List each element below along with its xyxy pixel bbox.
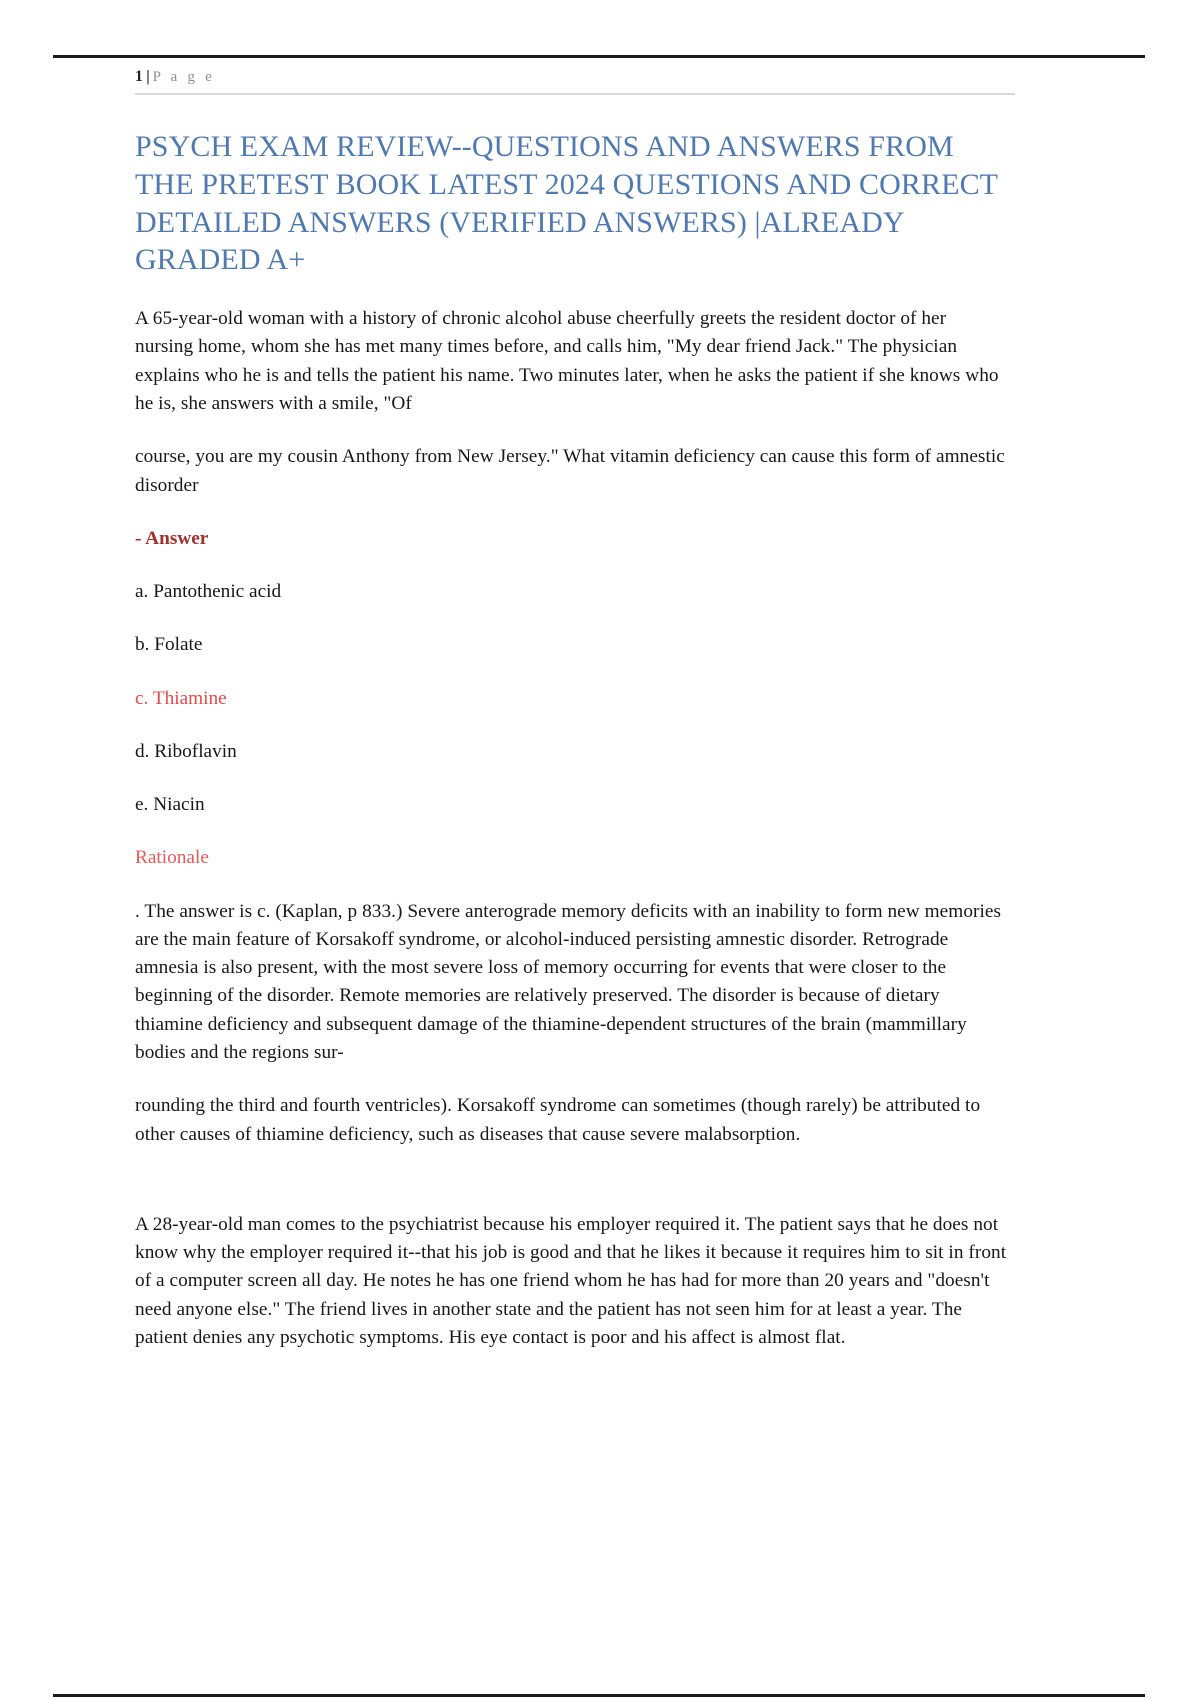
page-number: 1: [135, 68, 144, 85]
rationale-part-1: . The answer is c. (Kaplan, p 833.) Severe anterograde memory deficits with an inability to form new memories are the main feature of Korsakoff syndrome, or alcohol-induced persisting amnestic disorder. Retrograde amnesia is also present, with the most severe loss of memory occurring for events that were closer to the beginning of the disorder. Remote memories are relatively preserved. The disorder is because of dietary thiamine deficiency and subsequent damage of the thiamine-dependent structures of the brain (mammillary bodies and the regions sur-: [135, 900, 1002, 1063]
option-d: d. Riboflavin: [135, 740, 237, 762]
answer-label: - Answer: [135, 527, 209, 549]
page-header-text: [135, 68, 1015, 86]
question-1-stem-part-2: course, you are my cousin Anthony from New Jersey." What vitamin deficiency can cause this form of amnestic disorder: [135, 446, 1005, 496]
question-2-stem: A 28-year-old man comes to the psychiatrist because his employer required it. The patient says that he does not know why the employer required it--that his job is good and that he likes it because it requires him to sit in front of a computer screen all day. He notes he has one friend whom he has had for more than 20 years and "doesn't need anyone else." The friend lives in another state and the patient has not seen him for at least a year. The patient denies any psychotic symptoms. His eye contact is poor and his affect is almost flat.: [135, 1213, 1007, 1348]
option-c-correct: c. Thiamine: [135, 687, 227, 709]
option-e: e. Niacin: [135, 794, 205, 816]
document-title: PSYCH EXAM REVIEW--QUESTIONS AND ANSWERS FROM THE PRETEST BOOK LATEST 2024 QUESTIONS AND CORRECT DETAILED ANSWERS (VERIFIED ANSWERS) |ALREADY GRADED A+: [135, 130, 998, 277]
header-underline: [135, 93, 1015, 95]
rationale-label: Rationale: [135, 847, 209, 869]
running-header: [135, 68, 1015, 95]
option-a: a. Pantothenic acid: [135, 581, 282, 603]
question-1-stem-part-1: A 65-year-old woman with a history of chronic alcohol abuse cheerfully greets the resident doctor of her nursing home, whom she has met many times before, and calls him, "My dear friend Jack." The physician explains who he is and tells the patient his name. Two minutes later, when he asks the patient if she knows who he is, she answers with a smile, "Of: [135, 308, 999, 414]
rationale-part-2: rounding the third and fourth ventricles). Korsakoff syndrome can sometimes (though rarely) be attributed to other causes of thiamine deficiency, such as diseases that cause severe malabsorption.: [135, 1095, 981, 1145]
page-top-rule: [53, 55, 1145, 58]
page-word-label: P a g e: [152, 69, 215, 85]
page-bottom-rule: [53, 1694, 1145, 1697]
document-body: [135, 128, 1007, 1352]
option-b: b. Folate: [135, 634, 203, 656]
header-separator: |: [146, 68, 150, 85]
